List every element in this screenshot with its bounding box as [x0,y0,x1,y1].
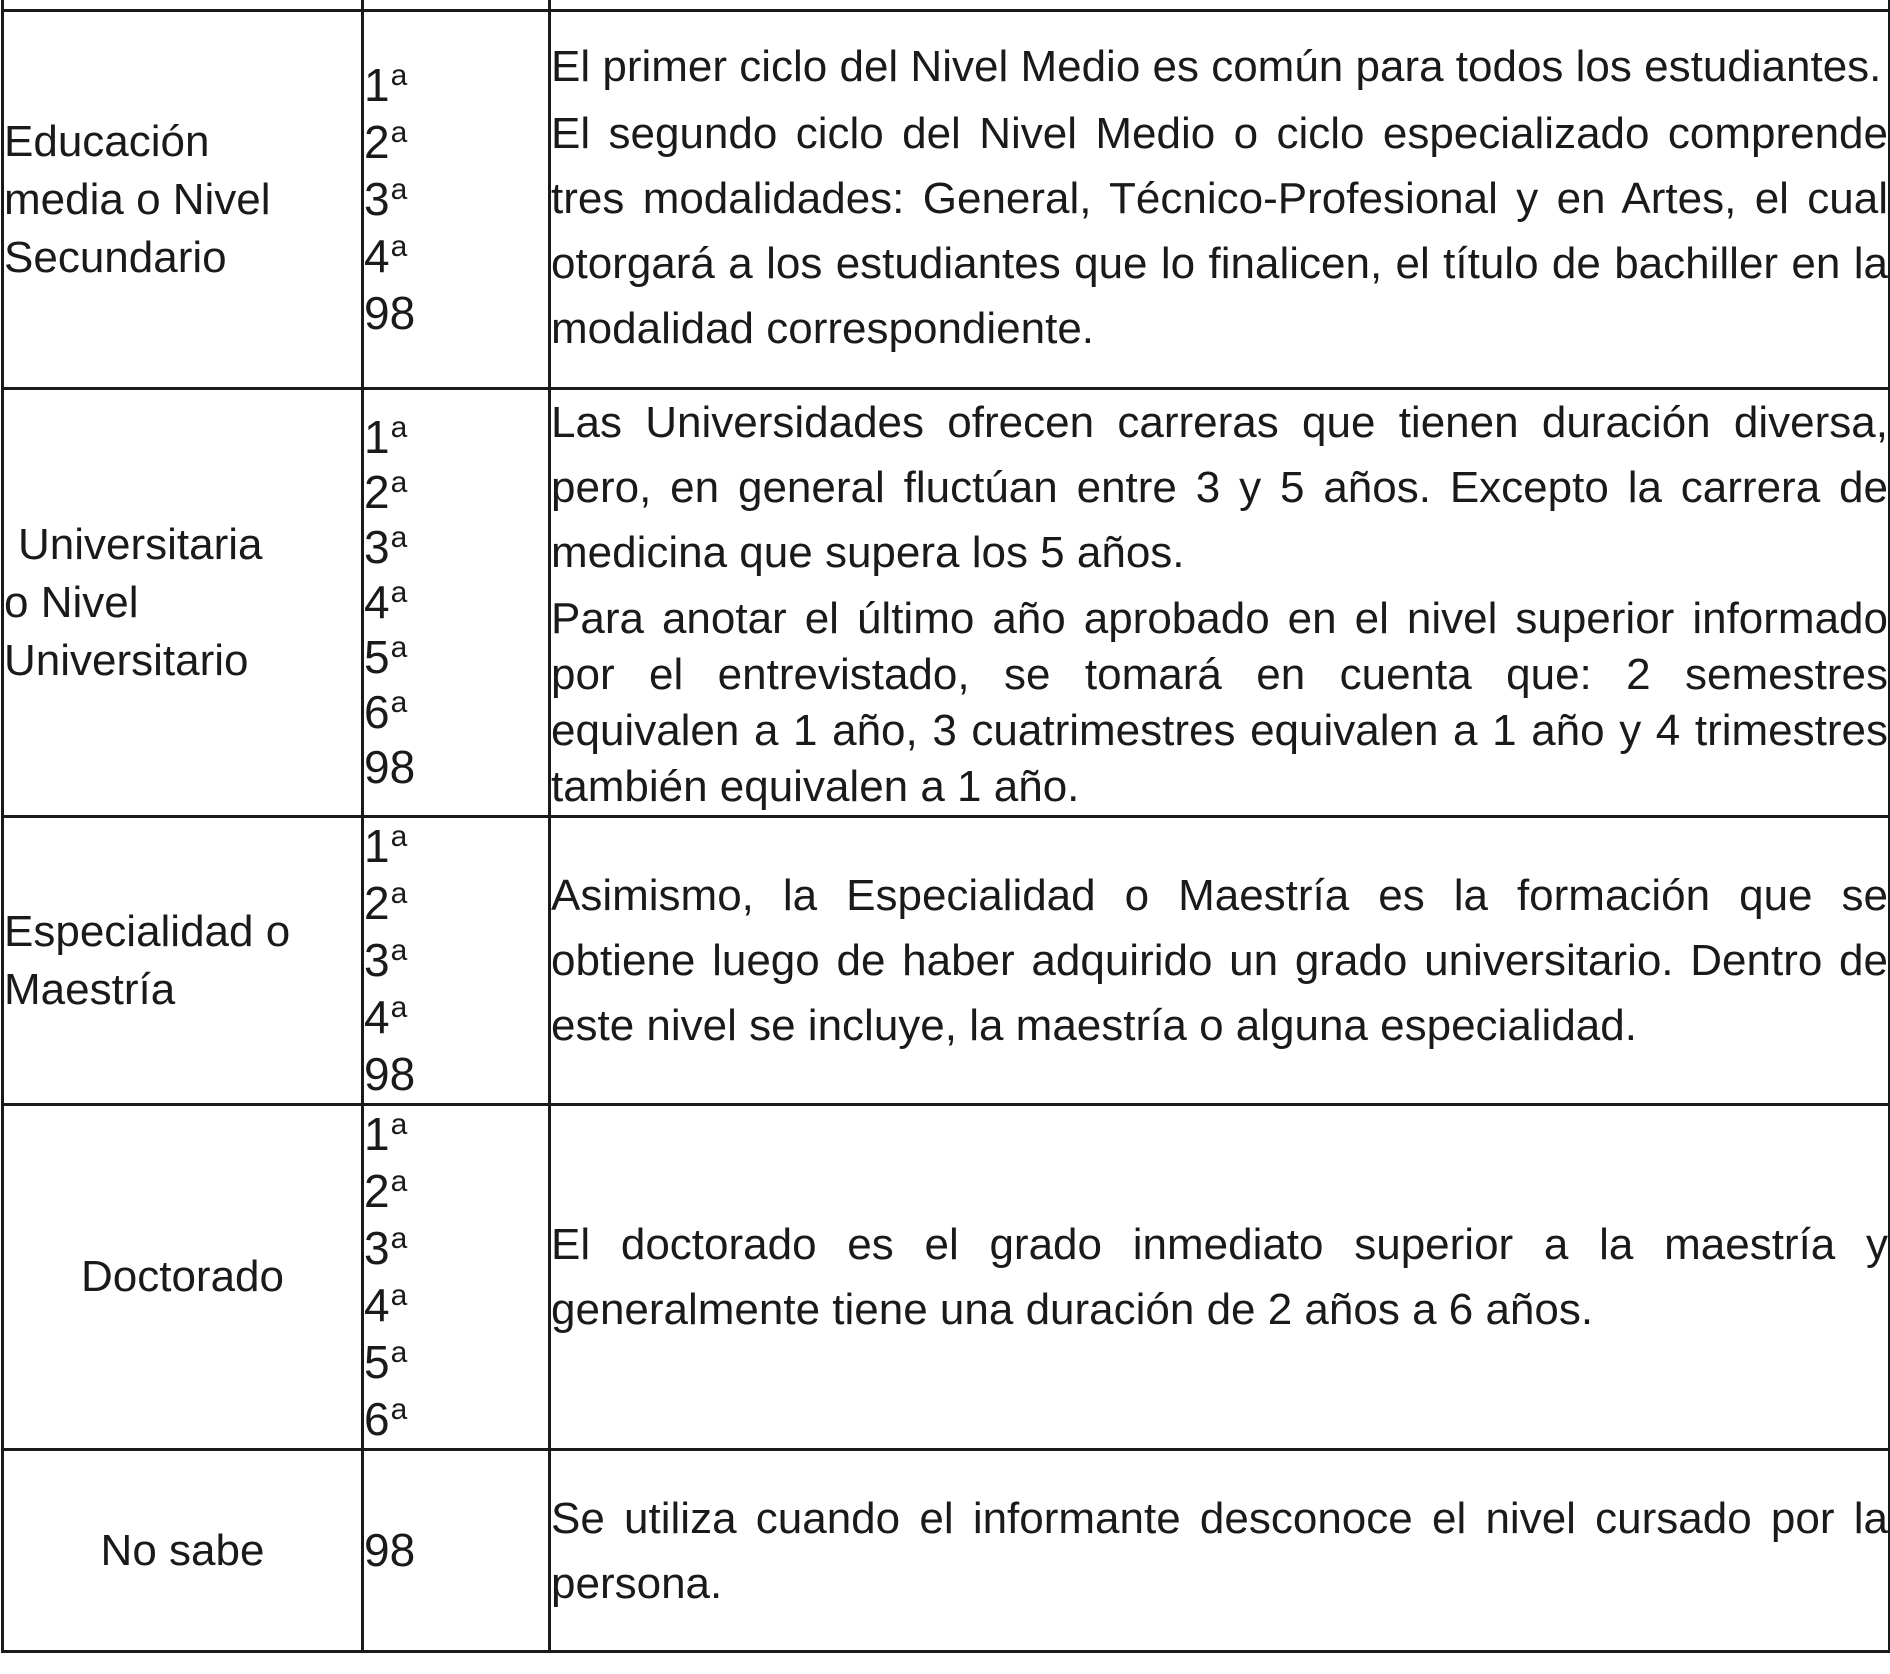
grade-number: 3 [364,934,390,986]
table-cell-empty [363,0,550,11]
grade-item [364,575,548,630]
grades-cell [363,1105,550,1450]
grade-item [364,818,548,875]
grade-number: 4 [364,230,390,282]
description-paragraph: Asimismo, la Especialidad o Maestría es la formación que se obtiene luego de haber adquirido un grado universitario. Dentro de este nivel se incluye, la maestría o alguna especialidad. [551,871,1888,1050]
grade-item [364,1046,548,1103]
table-cell-empty [3,0,363,11]
grade-number: 1 [364,820,390,872]
table-row [3,389,1890,817]
grade-ordinal: a [390,686,408,719]
grade-ordinal: a [390,1279,408,1312]
grade-number: 2 [364,116,390,168]
grade-ordinal: a [390,820,408,853]
level-name-line: Maestría [4,964,176,1014]
grade-item [364,520,548,575]
description-paragraph: Se utiliza cuando el informante desconoce el nivel cursado por la persona. [551,1493,1888,1608]
level-cell [3,1105,363,1450]
grade-number: 5 [364,1336,390,1388]
education-levels-table [1,0,1890,1653]
grades-cell [363,11,550,389]
description-cell [550,1105,1890,1450]
table-row [3,1450,1890,1652]
table-cell-empty [550,0,1890,11]
table-row [3,1105,1890,1450]
grades-cell [363,817,550,1105]
grade-ordinal: a [390,991,408,1024]
grade-number: 1 [364,59,390,111]
table-row-cut-top [3,0,1890,11]
grade-number: 98 [364,741,416,793]
grade-number: 2 [364,1165,390,1217]
grade-ordinal: a [390,173,408,206]
grade-item [364,114,548,171]
grades-cell [363,389,550,817]
grade-item [364,989,548,1046]
grade-item [364,57,548,114]
grade-item [364,1277,548,1334]
level-cell [3,817,363,1105]
grade-ordinal: a [390,466,408,499]
grade-number: 98 [364,287,416,339]
grade-number: 4 [364,991,390,1043]
grade-item [364,1163,548,1220]
grade-number: 2 [364,877,390,929]
grade-ordinal: a [390,1108,408,1141]
description-paragraph: El doctorado es el grado inmediato superior a la maestría y generalmente tiene una duración de 2 años a 6 años. [551,1220,1888,1334]
level-cell [3,11,363,389]
grade-item [364,1334,548,1391]
grade-ordinal: a [390,1222,408,1255]
level-cell [3,1450,363,1652]
grade-ordinal: a [390,1336,408,1369]
grade-ordinal: a [390,116,408,149]
grade-number: 3 [364,173,390,225]
level-name-line: Universitario [4,635,249,685]
grade-number: 6 [364,686,390,738]
grade-ordinal: a [390,1393,408,1426]
grade-item [364,465,548,520]
grade-number: 3 [364,521,390,573]
grade-ordinal: a [390,230,408,263]
grade-ordinal: a [390,59,408,92]
grade-number: 6 [364,1393,390,1445]
grade-number: 4 [364,1279,390,1331]
grade-item [364,1220,548,1277]
grade-ordinal: a [390,934,408,967]
grade-number: 98 [364,1524,416,1576]
grade-item [364,630,548,685]
grade-number: 98 [364,1048,416,1100]
grade-item [364,410,548,465]
level-name-line: Especialidad o [4,906,291,956]
grade-number: 3 [364,1222,390,1274]
level-name-line: o Nivel [4,577,139,627]
description-paragraph: El primer ciclo del Nivel Medio es común para todos los estudiantes. [551,41,1882,91]
description-cell [550,11,1890,389]
level-name-line: Secundario [4,232,227,282]
grade-item [364,1391,548,1448]
grade-item [364,740,548,795]
table-row [3,817,1890,1105]
grade-item [364,1522,548,1579]
level-cell [3,389,363,817]
description-cell [550,1450,1890,1652]
table-row [3,11,1890,389]
grade-ordinal: a [390,576,408,609]
grade-item [364,685,548,740]
level-name-line: No sabe [100,1525,265,1575]
grade-item [364,285,548,342]
description-cell [550,817,1890,1105]
description-paragraph: El segundo ciclo del Nivel Medio o ciclo especializado comprende tres modalidades: General, Técnico-Profesional y en Artes, el cual otorgará a los estudiantes que lo finalicen, el título de bachiller en la modalidad correspondiente. [551,108,1888,353]
grades-cell [363,1450,550,1652]
grade-item [364,228,548,285]
grade-item [364,875,548,932]
grade-item [364,932,548,989]
grade-ordinal: a [390,521,408,554]
level-name-line: media o Nivel [4,174,271,224]
grade-number: 1 [364,1108,390,1160]
grade-number: 2 [364,466,390,518]
grade-number: 4 [364,576,390,628]
grade-ordinal: a [390,1165,408,1198]
description-paragraph: Para anotar el último año aprobado en el nivel superior informado por el entrevistado, se tomará en cuenta que: 2 semestres equivalen a 1 año, 3 cuatrimestres equivalen a 1 año y 4 trimestres también equivalen a 1 año. [551,594,1888,811]
grade-item [364,171,548,228]
level-name-line: Educación [4,116,210,166]
description-paragraph: Las Universidades ofrecen carreras que tienen duración diversa, pero, en general fluctúan entre 3 y 5 años. Excepto la carrera de medicina que supera los 5 años. [551,398,1888,577]
grade-number: 1 [364,411,390,463]
grade-number: 5 [364,631,390,683]
grade-item [364,1106,548,1163]
description-cell [550,389,1890,817]
grade-ordinal: a [390,411,408,444]
level-name-line: Doctorado [80,1252,284,1301]
grade-ordinal: a [390,877,408,910]
grade-ordinal: a [390,631,408,664]
level-name-line: Universitaria [18,519,263,569]
